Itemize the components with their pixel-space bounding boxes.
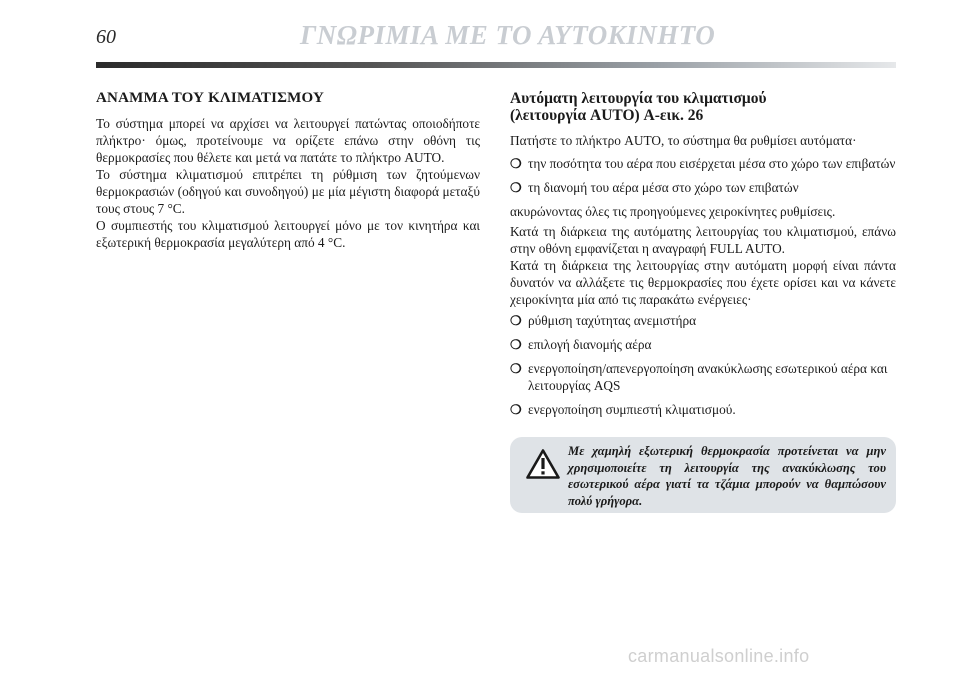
circle-bullet-icon: ❍	[510, 402, 522, 417]
circle-bullet-icon: ❍	[510, 156, 522, 171]
list-item: ❍ ρύθμιση ταχύτητας ανεμιστήρα	[510, 313, 697, 328]
section-heading: ΑΝΑΜΜΑ ΤΟΥ ΚΛΙΜΑΤΙΣΜΟΥ	[96, 90, 325, 106]
paragraph: Κατά τη διάρκεια της αυτόματης λειτουργίας του κλιματισμού, επάνω στην οθόνη εμφανίζεται η αναγραφή FULL AUTO.	[510, 224, 896, 256]
list-item: ❍ ενεργοποίηση/απενεργοποίηση ανακύκλωσης εσωτερικού αέρα και λειτουργίας AQS	[510, 361, 888, 393]
page-number: 60	[96, 26, 116, 48]
subsection-heading	[510, 90, 896, 124]
heading-line: (λειτουργία AUTO) A-εικ. 26	[510, 107, 704, 124]
bullet-list	[510, 155, 896, 196]
warning-triangle-icon	[526, 449, 560, 479]
list-item: ❍ τη διανομή του αέρα μέσα στο χώρο των επιβατών	[510, 180, 799, 195]
left-column	[96, 90, 480, 251]
paragraph: Το σύστημα κλιματισμού επιτρέπει τη ρύθμιση των ζητούμενων θερμοκρασιών (οδηγού και συνοδηγού) με μία μέγιστη διαφορά μεταξύ τους στους 7 °C.	[96, 167, 480, 216]
bullet-list	[510, 312, 896, 418]
circle-bullet-icon: ❍	[510, 313, 522, 328]
intro-text: Πατήστε το πλήκτρο AUTO, το σύστημα θα ρυθμίσει αυτόματα·	[510, 133, 857, 148]
list-item: ❍ την ποσότητα του αέρα που εισέρχεται μέσα στο χώρο των επιβατών	[510, 156, 896, 171]
paragraph: Ο συμπιεστής του κλιματισμού λειτουργεί μόνο με τον κινητήρα και εξωτερική θερμοκρασία μεγαλύτερη από 4 °C.	[96, 218, 480, 250]
list-item: ❍ επιλογή διανομής αέρα	[510, 337, 652, 352]
right-column	[510, 90, 896, 425]
paragraph: Το σύστημα μπορεί να αρχίσει να λειτουργεί πατώντας οποιοδήποτε πλήκτρο· όμως, προτείνουμε να ορίζετε επάνω στην οθόνη τις θερμοκρασίες που θέλετε και μετά να πατάτε το πλήκτρο AUTO.	[96, 116, 480, 165]
paragraph: Κατά τη διάρκεια της λειτουργίας στην αυτόματη μορφή είναι πάντα δυνατόν να αλλάξετε τις θερμοκρασίες που έχετε ορίσει και να κάνετε χειροκίνητα μία από τις παρακάτω ενέργειες·	[510, 258, 896, 307]
warning-box	[510, 437, 896, 513]
warning-text: Με χαμηλή εξωτερική θερμοκρασία προτείνεται να μην χρησιμοποιείτε τη λειτουργία της ανακύκλωσης του εσωτερικού αέρα γιατί τα τζάμια μπορούν να θαμπώσουν πολύ γρήγορα.	[568, 444, 886, 508]
paragraph: ακυρώνοντας όλες τις προηγούμενες χειροκίνητες ρυθμίσεις.	[510, 204, 836, 219]
circle-bullet-icon: ❍	[510, 180, 522, 195]
running-title: ΓΝΩΡΙΜΙΑ ΜΕ ΤΟ ΑΥΤΟΚΙΝΗΤΟ	[300, 20, 716, 50]
circle-bullet-icon: ❍	[510, 337, 522, 352]
circle-bullet-icon: ❍	[510, 361, 522, 376]
header-rule	[96, 62, 896, 68]
list-item: ❍ ενεργοποίηση συμπιεστή κλιματισμού.	[510, 402, 736, 417]
heading-line: Αυτόματη λειτουργία του κλιματισμού	[510, 90, 767, 107]
watermark: carmanualsonline.info	[628, 646, 810, 666]
